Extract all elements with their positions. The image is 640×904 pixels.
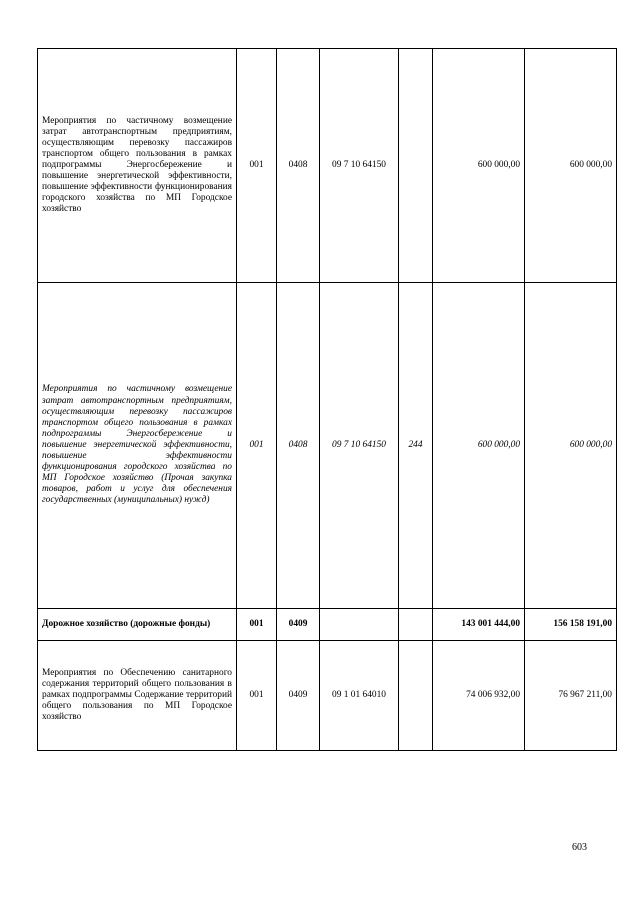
row-sum-year1: 143 001 444,00 — [433, 609, 525, 641]
row-grbs-code: 001 — [237, 641, 277, 751]
row-target-code — [320, 609, 399, 641]
page-number: 603 — [572, 842, 587, 853]
row-description: Дорожное хозяйство (дорожные фонды) — [38, 609, 237, 641]
row-sum-year1: 600 000,00 — [433, 49, 525, 283]
row-sum-year2: 76 967 211,00 — [525, 641, 617, 751]
row-description: Мероприятия по частичному возмещение затрат автотранспортным предприятиям, осуществляющим перевозку пассажиров транспортом общего пользования в рамках подпрограммы Энергосбережение и повышение энергетической эффективности, повышение эффективности функционирования городского хозяйства по МП Городское хозяйство (Прочая закупка товаров, работ и услуг для обеспечения государственных (муниципальных) нужд) — [38, 283, 237, 609]
row-expense-type — [399, 609, 433, 641]
row-grbs-code: 001 — [237, 283, 277, 609]
row-grbs-code: 001 — [237, 49, 277, 283]
table-row — [38, 49, 617, 283]
row-section-code: 0409 — [277, 609, 320, 641]
row-description: Мероприятия по частичному возмещение затрат автотранспортным предприятиям, осуществляющим перевозку пассажиров транспортом общего пользования в рамках подпрограммы Энергосбережение и повышение энергетической эффективности, повышение эффективности функционирования городского хозяйства по МП Городское хозяйство — [38, 49, 237, 283]
row-sum-year1: 74 006 932,00 — [433, 641, 525, 751]
budget-table — [37, 48, 617, 751]
row-expense-type — [399, 49, 433, 283]
row-sum-year2: 156 158 191,00 — [525, 609, 617, 641]
row-expense-type — [399, 641, 433, 751]
row-section-code: 0409 — [277, 641, 320, 751]
row-sum-year1: 600 000,00 — [433, 283, 525, 609]
row-description: Мероприятия по Обеспечению санитарного содержания территорий общего пользования в рамках подпрограммы Содержание территорий общего пользования по МП Городское хозяйство — [38, 641, 237, 751]
row-sum-year2: 600 000,00 — [525, 49, 617, 283]
row-sum-year2: 600 000,00 — [525, 283, 617, 609]
row-target-code: 09 1 01 64010 — [320, 641, 399, 751]
row-section-code: 0408 — [277, 283, 320, 609]
row-expense-type: 244 — [399, 283, 433, 609]
row-grbs-code: 001 — [237, 609, 277, 641]
row-section-code: 0408 — [277, 49, 320, 283]
row-target-code: 09 7 10 64150 — [320, 49, 399, 283]
table-row — [38, 641, 617, 751]
table-row — [38, 283, 617, 609]
table-row — [38, 609, 617, 641]
row-target-code: 09 7 10 64150 — [320, 283, 399, 609]
